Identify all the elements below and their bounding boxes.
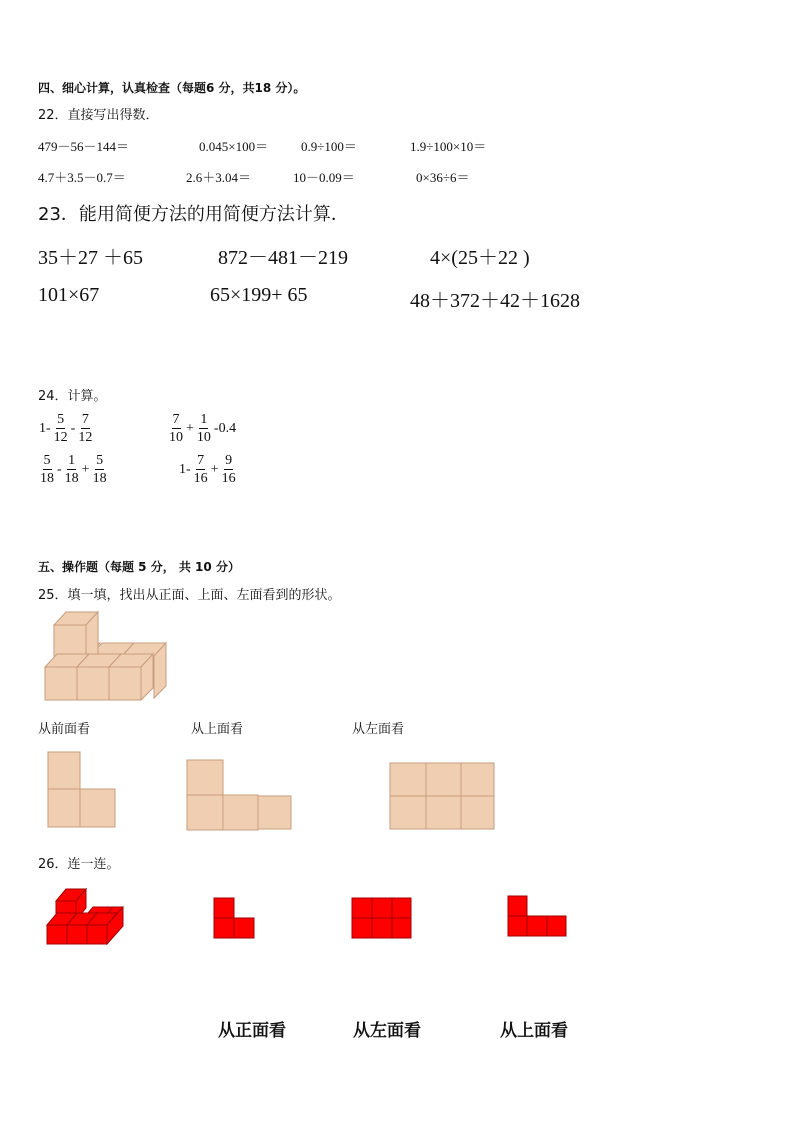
q22-item-6: 2.6＋3.04＝ [186, 170, 252, 185]
q23-item-6: 48＋372＋42＋1628 [410, 290, 580, 312]
q24-expression-1 [38, 411, 94, 446]
q23-item-5: 65×199+ 65 [210, 284, 308, 306]
view-label-top: 从上面看 [191, 722, 244, 737]
cube-front [67, 925, 87, 944]
view-label-front: 从前面看 [38, 722, 91, 737]
cube-front [109, 667, 141, 700]
q24-expression-2 [167, 411, 237, 446]
fraction [196, 411, 212, 446]
numerator: 5 [96, 453, 104, 468]
denominator: 16 [221, 471, 236, 486]
question-23-label: 23．能用简便方法的用简便方法计算． [38, 204, 349, 225]
square [390, 763, 426, 796]
fraction [53, 411, 69, 446]
denominator: 18 [64, 471, 79, 486]
q23-item-3: 4×(25＋22 ) [430, 247, 530, 269]
match-label-top: 从上面看 [500, 1021, 568, 1041]
square [390, 796, 426, 829]
square [214, 918, 234, 938]
operator: + [210, 461, 219, 477]
q22-item-1: 479－56－144＝ [38, 139, 130, 154]
operator: + [186, 420, 194, 436]
square [372, 898, 392, 918]
numerator: 1 [200, 412, 208, 427]
question-22-label: 22．直接写出得数． [38, 108, 159, 123]
square [214, 898, 234, 918]
square [392, 898, 411, 918]
q24-expression-4 [178, 452, 238, 487]
square [372, 918, 392, 938]
q22-item-5: 4.7＋3.5－0.7＝ [38, 170, 126, 185]
square [426, 796, 461, 829]
section-5-title: 五、操作题（每题 5 分， 共 10 分） [38, 560, 240, 574]
operator: - [70, 420, 76, 436]
denominator: 18 [40, 471, 54, 486]
numerator: 7 [197, 453, 205, 468]
square [187, 760, 223, 795]
square [508, 916, 527, 936]
denominator: 18 [92, 471, 107, 486]
square [547, 916, 566, 936]
question-24-label: 24．计算。 [38, 389, 107, 404]
square [48, 789, 80, 827]
cube-front [77, 667, 109, 700]
q24-e1-lead: 1- [39, 420, 51, 436]
q24-expression-3 [38, 452, 109, 487]
square [80, 789, 115, 827]
match-label-front: 从正面看 [218, 1021, 286, 1041]
fraction [92, 452, 108, 487]
q22-item-8: 0×36÷6＝ [416, 170, 470, 185]
section-4-title: 四、细心计算，认真检查（每题6 分，共18 分）。 [38, 81, 306, 95]
square [527, 916, 547, 936]
square [461, 796, 494, 829]
cube-front [45, 667, 77, 700]
numerator: 9 [225, 453, 233, 468]
fraction [168, 411, 184, 446]
fraction [193, 452, 209, 487]
q22-item-2: 0.045×100＝ [199, 139, 269, 154]
view-label-left: 从左面看 [352, 722, 405, 737]
square [392, 918, 411, 938]
denominator: 12 [78, 430, 93, 445]
fraction [39, 452, 55, 487]
fraction [77, 411, 93, 446]
q22-item-3: 0.9÷100＝ [301, 139, 357, 154]
square [461, 763, 494, 796]
square [187, 795, 223, 830]
fraction [221, 452, 237, 487]
q22-item-4: 1.9÷100×10＝ [410, 139, 487, 154]
square [352, 918, 372, 938]
q24-e2-tail: -0.4 [213, 420, 237, 436]
cube-front [87, 925, 107, 944]
numerator: 5 [57, 412, 65, 427]
cube-front [47, 925, 67, 944]
fraction [64, 452, 80, 487]
numerator: 7 [172, 412, 180, 427]
square [234, 918, 254, 938]
q23-item-4: 101×67 [38, 284, 100, 306]
denominator: 10 [169, 430, 183, 445]
numerator: 5 [43, 453, 51, 468]
question-25-label: 25．填一填，找出从正面、上面、左面看到的形状。 [38, 588, 341, 603]
operator: + [81, 461, 90, 477]
q23-item-2: 872－481－219 [218, 247, 348, 269]
square [352, 898, 372, 918]
numerator: 1 [68, 453, 76, 468]
numerator: 7 [81, 412, 89, 427]
denominator: 16 [193, 471, 208, 486]
question-26-label: 26．连一连。 [38, 857, 120, 872]
match-label-left: 从左面看 [353, 1021, 421, 1041]
operator: - [57, 461, 62, 477]
q24-e4-lead: 1- [179, 461, 191, 477]
q26-view-shapes [0, 0, 1, 1]
square [258, 796, 291, 829]
q23-item-1: 35＋27 ＋65 [38, 247, 143, 269]
q22-item-7: 10－0.09＝ [293, 170, 355, 185]
denominator: 12 [53, 430, 68, 445]
square [426, 763, 461, 796]
square [223, 795, 258, 830]
square [508, 896, 527, 916]
square [48, 752, 80, 789]
denominator: 10 [196, 430, 211, 445]
